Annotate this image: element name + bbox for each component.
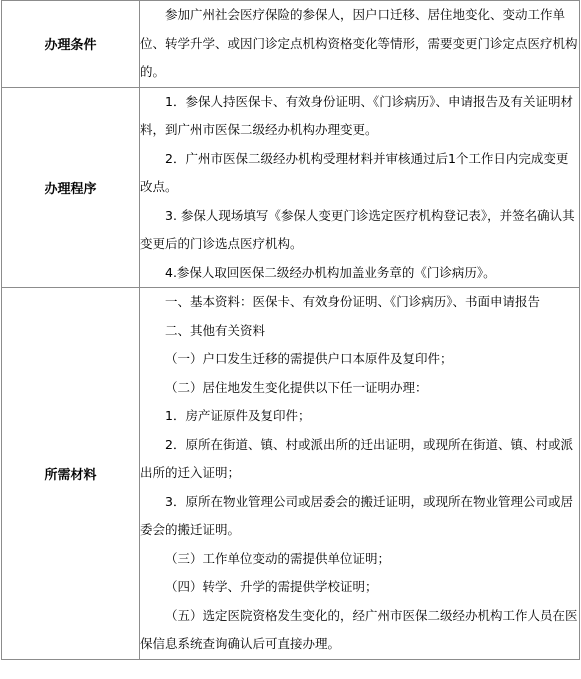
row-label-conditions: 办理条件 — [2, 1, 140, 88]
content-paragraph: （三）工作单位变动的需提供单位证明； — [165, 550, 391, 566]
content-paragraph: 参加广州社会医疗保险的参保人，因户口迁移、居住地变化、变动工作单位、转学升学、或因门诊定点机构资格变化等情形，需要变更门诊定点医疗机构的。 — [140, 7, 578, 79]
row-label-materials: 所需材料 — [2, 288, 140, 660]
row-content-procedure — [140, 87, 580, 288]
content-paragraph: 4.参保人取回医保二级经办机构加盖业务章的《门诊病历》。 — [165, 264, 496, 280]
content-paragraph: 1．房产证原件及复印件； — [165, 408, 311, 423]
content-paragraph: 二、其他有关资料 — [165, 322, 266, 338]
content-paragraph: 3. 参保人现场填写《参保人变更门诊选定医疗机构登记表》，并签名确认其变更后的门诊选点医疗机构。 — [140, 207, 575, 251]
content-paragraph: 一、基本资料：医保卡、有效身份证明、《门诊病历》、书面申请报告 — [165, 294, 541, 309]
content-paragraph: 2．原所在街道、镇、村或派出所的迁出证明，或现所在街道、镇、村或派出所的迁入证明； — [140, 436, 573, 480]
table-row — [2, 288, 580, 660]
content-paragraph: （一）户口发生迁移的需提供户口本原件及复印件； — [165, 351, 453, 366]
table-row — [2, 87, 580, 288]
content-paragraph: 2．广州市医保二级经办机构受理材料并审核通过后1个工作日内完成变更改点。 — [140, 150, 569, 194]
row-content-conditions — [140, 1, 580, 88]
content-paragraph: 1．参保人持医保卡、有效身份证明、《门诊病历》、申请报告及有关证明材料，到广州市医保二级经办机构办理变更。 — [140, 93, 573, 137]
content-paragraph: （二）居住地发生变化提供以下任一证明办理： — [165, 379, 428, 395]
content-paragraph: 3．原所在物业管理公司或居委会的搬迁证明，或现所在物业管理公司或居委会的搬迁证明。 — [140, 493, 573, 537]
content-paragraph: （五）选定医院资格发生变化的，经广州市医保二级经办机构工作人员在医保信息系统查询确认后可直接办理。 — [140, 607, 578, 651]
content-paragraph: （四）转学、升学的需提供学校证明； — [165, 579, 378, 594]
row-content-materials — [140, 288, 580, 660]
row-label-procedure: 办理程序 — [2, 87, 140, 288]
info-table — [1, 0, 580, 660]
table-row — [2, 1, 580, 88]
